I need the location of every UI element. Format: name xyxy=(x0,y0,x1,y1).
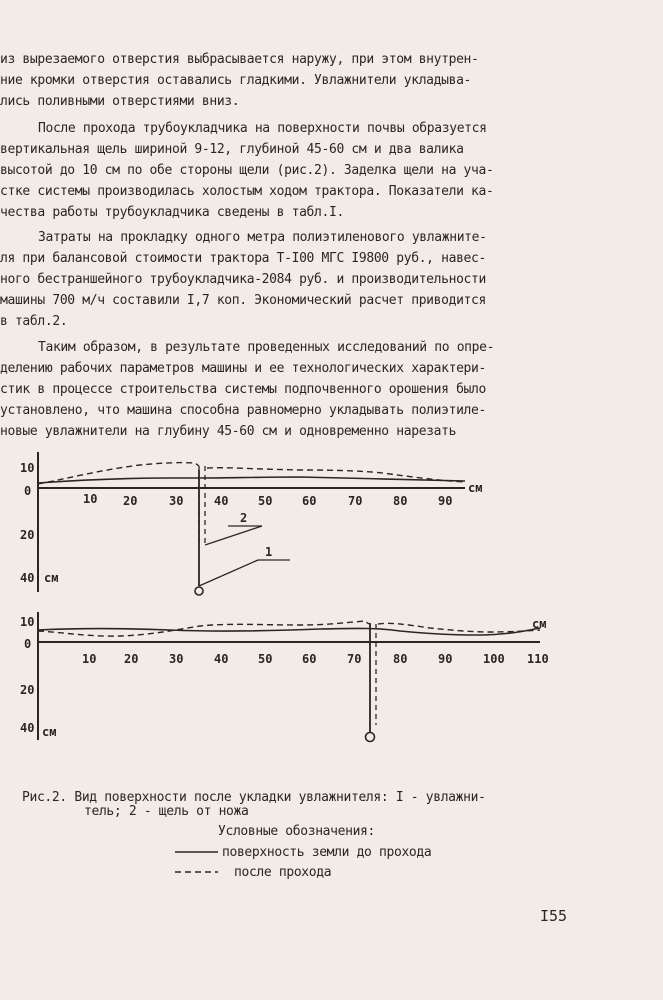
bottom-x-tick: 10 xyxy=(82,652,97,666)
bottom-x-unit: см xyxy=(532,617,547,631)
text-line: машины 700 м/ч составили I,7 коп. Экономический расчет приводится xyxy=(0,293,486,308)
top-x-tick: 80 xyxy=(393,494,408,508)
text-line: из вырезаемого отверстия выбрасывается наружу, при этом внутрен- xyxy=(0,52,479,67)
top-x-tick: 40 xyxy=(214,494,229,508)
text-line: стке системы производилась холостым ходом трактора. Показатели ка- xyxy=(0,184,494,199)
top-x-tick: 90 xyxy=(438,494,453,508)
bottom-x-tick: 110 xyxy=(527,652,549,666)
text-line: вертикальная щель шириной 9-12, глубиной 45-60 см и два валика xyxy=(0,142,464,157)
text-line: в табл.2. xyxy=(0,314,68,329)
bottom-x-tick: 70 xyxy=(347,652,362,666)
page-number: I55 xyxy=(540,907,568,925)
top-humidifier-pipe xyxy=(195,587,203,595)
callout-1-leader xyxy=(199,560,258,586)
figure-caption-line: тель; 2 - щель от ножа xyxy=(84,804,249,819)
bottom-y-unit: см xyxy=(42,725,57,739)
bottom-x-tick: 90 xyxy=(438,652,453,666)
legend-title: Условные обозначения: xyxy=(218,824,376,839)
text-line: делению рабочих параметров машины и ее технологических характери- xyxy=(0,361,486,376)
text-line: стик в процессе строительства системы подпочвенного орошения было xyxy=(0,382,486,397)
top-x-tick: 20 xyxy=(123,494,138,508)
text-line: ние кромки отверстия оставались гладкими. Увлажнители укладыва- xyxy=(0,73,472,88)
top-surface-before xyxy=(38,477,465,483)
bottom-x-tick: 20 xyxy=(124,652,139,666)
top-surface-after xyxy=(38,463,465,484)
figure-caption-line: Рис.2. Вид поверхности после укладки увлажнителя: I - увлажни- xyxy=(22,790,486,805)
top-y-tick: 40 xyxy=(20,571,35,585)
top-x-tick: 30 xyxy=(169,494,184,508)
text-line: После прохода трубоукладчика на поверхности почвы образуется xyxy=(38,121,487,136)
top-profile-diagram xyxy=(20,452,482,595)
bottom-y-tick: 20 xyxy=(20,683,35,697)
top-x-unit: см xyxy=(468,481,483,495)
text-line: ного бестраншейного трубоукладчика-2084 руб. и производительности xyxy=(0,272,486,287)
top-x-tick: 50 xyxy=(258,494,273,508)
bottom-y-tick: 10 xyxy=(20,615,35,629)
top-x-tick: 70 xyxy=(348,494,363,508)
bottom-x-tick: 60 xyxy=(302,652,317,666)
bottom-x-tick: 30 xyxy=(169,652,184,666)
bottom-x-tick: 50 xyxy=(258,652,273,666)
top-y-tick: 20 xyxy=(20,528,35,542)
callout-2: 2 xyxy=(240,511,248,525)
bottom-humidifier-pipe xyxy=(366,733,375,742)
top-x-tick: 60 xyxy=(302,494,317,508)
text-line: новые увлажнители на глубину 45-60 см и одновременно нарезать xyxy=(0,424,457,439)
text-line: чества работы трубоукладчика сведены в табл.I. xyxy=(0,205,344,220)
text-line: Таким образом, в результате проведенных исследований по опре- xyxy=(38,340,495,355)
bottom-x-tick: 80 xyxy=(393,652,408,666)
text-line: ля при балансовой стоимости трактора Т-I00 МГС I9800 руб., навес- xyxy=(0,251,486,266)
bottom-surface-before xyxy=(38,628,540,635)
top-y-tick: 10 xyxy=(20,461,35,475)
bottom-y-tick: 40 xyxy=(20,721,35,735)
text-line: высотой до 10 см по обе стороны щели (рис.2). Заделка щели на уча- xyxy=(0,163,494,178)
legend-dashed-label: после прохода xyxy=(234,865,332,880)
top-x-tick: 10 xyxy=(83,492,98,506)
callout-1: 1 xyxy=(265,545,273,559)
text-line: Затраты на прокладку одного метра полиэтиленового увлажните- xyxy=(38,230,487,245)
callout-2-leader xyxy=(205,526,262,545)
legend-solid-label: поверхность земли до прохода xyxy=(222,845,432,860)
bottom-x-tick: 40 xyxy=(214,652,229,666)
bottom-x-tick: 100 xyxy=(483,652,505,666)
top-y-tick: 0 xyxy=(24,484,32,498)
text-line: установлено, что машина способна равномерно укладывать полиэтиле- xyxy=(0,403,486,418)
top-y-unit: см xyxy=(44,571,59,585)
bottom-y-tick: 0 xyxy=(24,637,32,651)
text-line: лись поливными отверстиями вниз. xyxy=(0,94,240,109)
bottom-profile-diagram xyxy=(20,612,549,742)
